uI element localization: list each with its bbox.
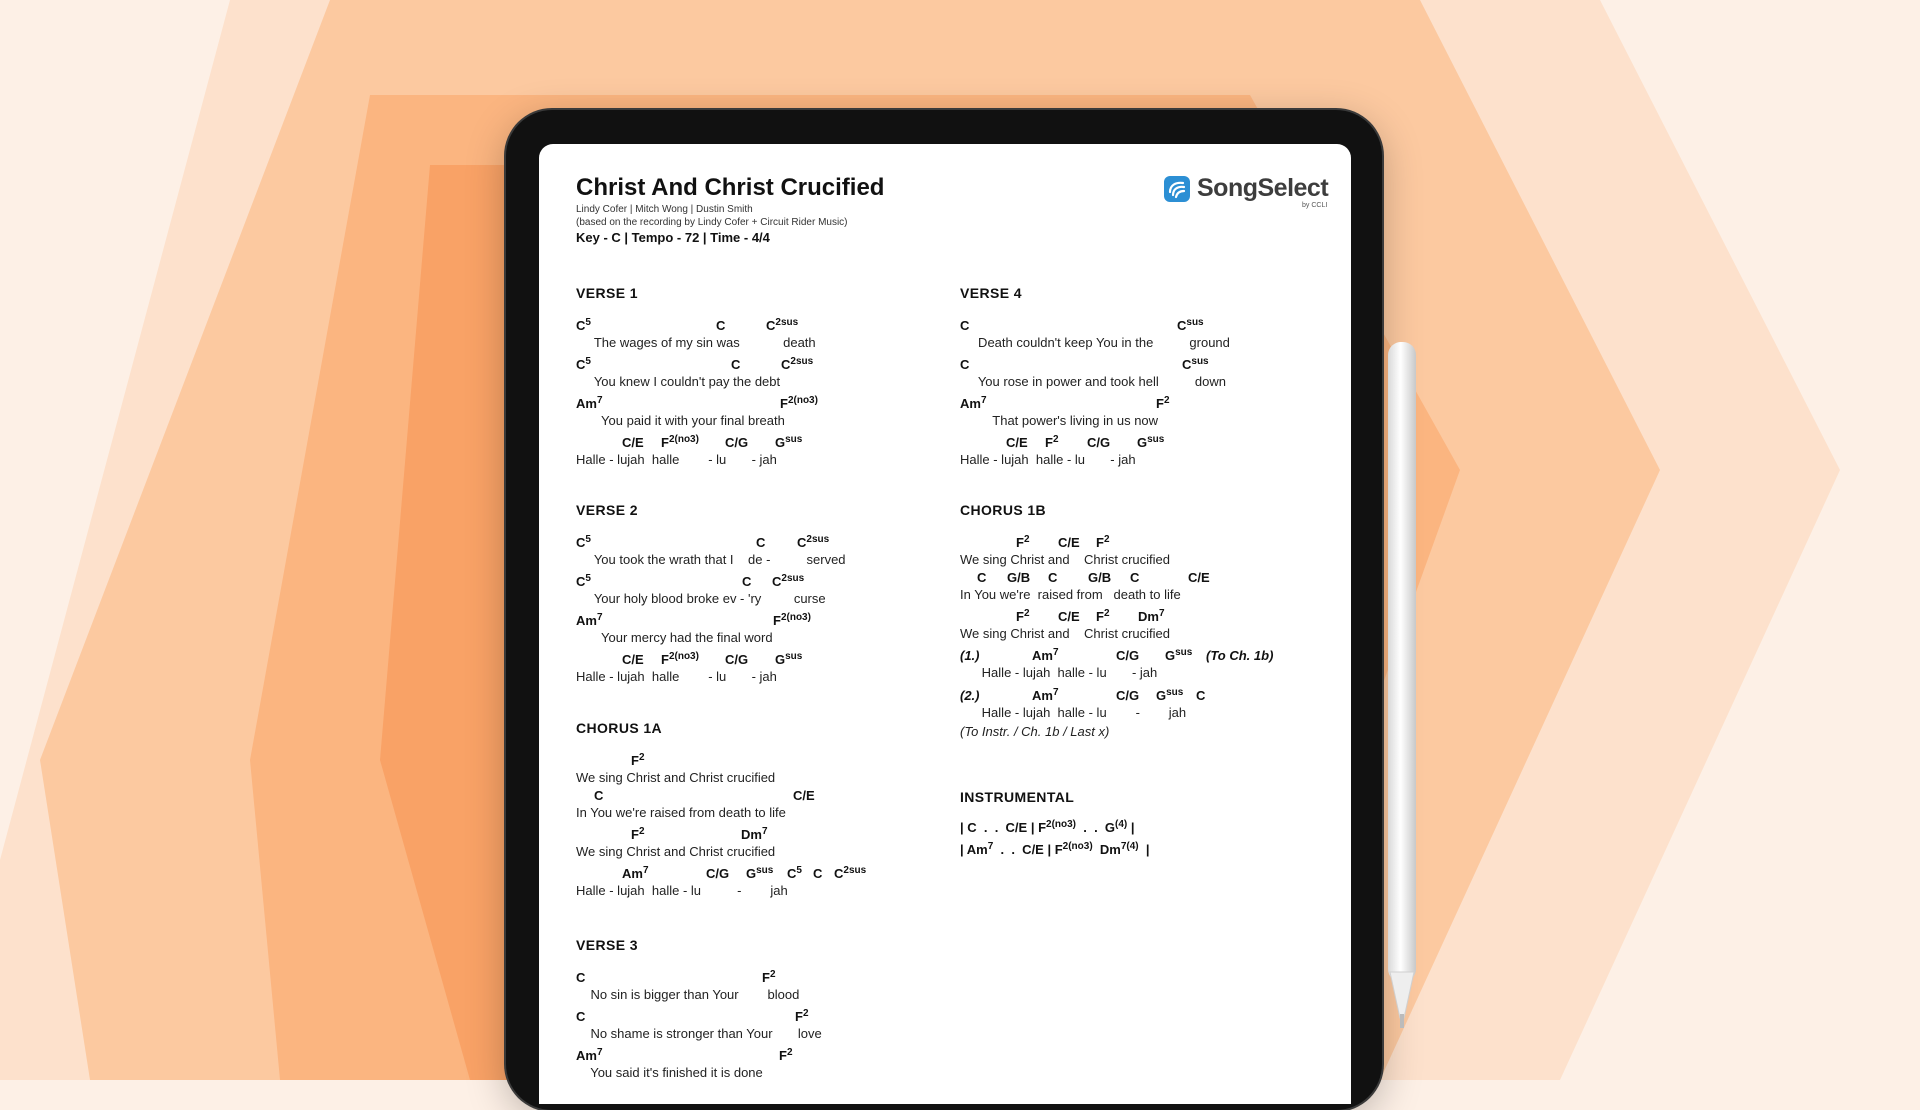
chord-line bbox=[960, 569, 1320, 585]
chord: $F^{2(no3)}$ bbox=[661, 434, 699, 450]
chord: C bbox=[731, 357, 741, 372]
chord: $C^{sus}$ bbox=[1177, 317, 1204, 333]
lyric-line: You paid it with your final breath bbox=[576, 413, 785, 428]
section-chorus-1a bbox=[576, 720, 936, 900]
chord: $C^{2sus}$ bbox=[772, 573, 805, 589]
chord-line bbox=[576, 530, 936, 550]
document-page bbox=[539, 144, 1351, 1104]
chord: C/E bbox=[793, 788, 815, 803]
chord: C bbox=[576, 1009, 586, 1024]
chord: $C^5$ bbox=[576, 317, 591, 333]
chord: $C^{2sus}$ bbox=[766, 317, 799, 333]
chord: C/E bbox=[622, 435, 644, 450]
chord-line bbox=[576, 965, 936, 985]
chord: $C^5$ bbox=[576, 573, 591, 589]
section-verse-1 bbox=[576, 285, 936, 469]
chord: C/G bbox=[1116, 648, 1140, 663]
chord: C bbox=[1196, 688, 1206, 703]
chord: $F^2$ bbox=[779, 1047, 793, 1063]
lyric-line: Halle - lujah halle - lu - jah bbox=[960, 452, 1136, 467]
chord: C bbox=[742, 574, 752, 589]
chord: $F^2$ bbox=[631, 752, 645, 768]
chord: Dm$^7$ bbox=[1138, 608, 1165, 624]
section-title: CHORUS 1A bbox=[576, 720, 663, 736]
lyric-line: Your holy blood broke ev - 'ry curse bbox=[576, 591, 826, 606]
chord: C/G bbox=[1087, 435, 1111, 450]
chord: $F^2$ bbox=[762, 969, 776, 985]
chord: C/E bbox=[1188, 570, 1210, 585]
song-title: Christ And Christ Crucified bbox=[576, 174, 885, 201]
lyric-line: Halle - lujah halle - lu - jah bbox=[960, 665, 1158, 680]
chord-line bbox=[960, 391, 1320, 411]
chord: C bbox=[813, 866, 823, 881]
chord-line bbox=[576, 352, 936, 372]
chord: $F^{2(no3)}$ bbox=[773, 612, 811, 628]
chord: $F^2$ bbox=[795, 1008, 809, 1024]
lyric-line: You rose in power and took hell down bbox=[960, 374, 1226, 389]
chord: C bbox=[960, 318, 970, 333]
chord: Am$^7$ bbox=[622, 865, 649, 881]
chord: C/E bbox=[1006, 435, 1028, 450]
section-instrumental bbox=[960, 789, 1320, 861]
lyric-line: Death couldn't keep You in the ground bbox=[960, 335, 1230, 350]
chord: C/G bbox=[706, 866, 730, 881]
section-title: VERSE 3 bbox=[576, 937, 638, 953]
chord-line bbox=[576, 1043, 936, 1063]
chord: C/G bbox=[725, 435, 749, 450]
instrumental-row: | C . . C/E | $F^{2(no3)}$ . . $G^{(4)}$ | bbox=[960, 819, 1135, 835]
lyric-line: Halle - lujah halle - lu - jah bbox=[576, 669, 777, 684]
section-verse-4 bbox=[960, 285, 1320, 469]
songselect-logo-icon bbox=[1164, 176, 1190, 202]
chord-line: (1.) Am$^7$ C/G $G^{sus}$ (To Ch. 1b) bbox=[960, 647, 1274, 663]
song-meta: Key - C | Tempo - 72 | Time - 4/4 bbox=[576, 230, 770, 245]
lyric-line: We sing Christ and Christ crucified bbox=[576, 844, 776, 859]
chord: $G^{sus}$ bbox=[746, 865, 774, 881]
chord: Am$^7$ bbox=[1032, 647, 1059, 663]
chord: G/B bbox=[1088, 570, 1112, 585]
section-verse-2 bbox=[576, 502, 936, 686]
chord: C bbox=[716, 318, 726, 333]
chord-line bbox=[960, 313, 1320, 333]
chord: C/E bbox=[1058, 535, 1080, 550]
chord: $F^2$ bbox=[1016, 534, 1030, 550]
section-title: VERSE 2 bbox=[576, 502, 638, 518]
chord-line: (2.) Am$^7$ C/G $G^{sus}$ C bbox=[960, 687, 1206, 703]
chord: $F^2$ bbox=[1096, 534, 1110, 550]
chord: $C^{2sus}$ bbox=[781, 356, 814, 372]
chord: $G^{sus}$ bbox=[775, 651, 803, 667]
section-title: CHORUS 1B bbox=[960, 502, 1047, 518]
chord: C/G bbox=[725, 652, 749, 667]
lyric-line: No shame is stronger than Your love bbox=[576, 1026, 822, 1041]
lyric-line: We sing Christ and Christ crucified bbox=[960, 552, 1170, 567]
logo-wordmark: SongSelect bbox=[1197, 174, 1329, 202]
chord-line bbox=[960, 530, 1320, 550]
lyric-line: You knew I couldn't pay the debt bbox=[576, 374, 781, 389]
chord: $C^5$ bbox=[576, 534, 591, 550]
lyric-line: We sing Christ and Christ crucified bbox=[576, 770, 776, 785]
chord: C bbox=[960, 357, 970, 372]
chord: $G^{sus}$ bbox=[1156, 687, 1184, 703]
lyric-line: You said it's finished it is done bbox=[576, 1065, 763, 1080]
lyric-line: That power's living in us now bbox=[960, 413, 1159, 428]
lyric-line: You took the wrath that I de - served bbox=[576, 552, 846, 567]
chord: C bbox=[1130, 570, 1140, 585]
section-title: INSTRUMENTAL bbox=[960, 789, 1075, 805]
lyric-line: Halle - lujah halle - lu - jah bbox=[576, 452, 777, 467]
lyric-line: Your mercy had the final word bbox=[576, 630, 773, 645]
stylus-pencil-icon bbox=[1386, 342, 1418, 1030]
chord-line bbox=[960, 604, 1320, 624]
chord: $G^{sus}$ bbox=[775, 434, 803, 450]
chord-line bbox=[576, 430, 936, 450]
chord: C/G bbox=[1116, 688, 1140, 703]
chord-line bbox=[576, 608, 936, 628]
chord-line bbox=[576, 569, 936, 589]
chord: Am$^7$ bbox=[576, 612, 603, 628]
chord: C bbox=[977, 570, 987, 585]
logo-byline: by CCLI bbox=[1302, 202, 1328, 209]
chord-line bbox=[576, 787, 936, 803]
chord: $G^{sus}$ bbox=[1137, 434, 1165, 450]
chord: $C^5$ bbox=[787, 865, 802, 881]
chord: C bbox=[576, 970, 586, 985]
instrumental-row: | Am$^7$ . . C/E | $F^{2(no3)}$ $Dm^{7(4)}$ | bbox=[960, 841, 1150, 857]
chord: $C^{2sus}$ bbox=[834, 865, 867, 881]
lyric-line: In You we're raised from death to life bbox=[960, 587, 1181, 602]
chord: C bbox=[756, 535, 766, 550]
chord: Am$^7$ bbox=[1032, 687, 1059, 703]
chord: $F^2$ bbox=[631, 826, 645, 842]
section-chorus-1b bbox=[960, 502, 1320, 741]
section-title: VERSE 4 bbox=[960, 285, 1022, 301]
chord: $F^{2(no3)}$ bbox=[780, 395, 818, 411]
navigation-note: (To Instr. / Ch. 1b / Last x) bbox=[960, 724, 1110, 739]
chord: $F^2$ bbox=[1045, 434, 1059, 450]
section-title: VERSE 1 bbox=[576, 285, 638, 301]
chord-line bbox=[576, 822, 936, 842]
chord-line bbox=[960, 352, 1320, 372]
lyric-line: The wages of my sin was death bbox=[576, 335, 816, 350]
lyric-line: No sin is bigger than Your blood bbox=[576, 987, 800, 1002]
chord: $F^2$ bbox=[1156, 395, 1170, 411]
chord: $F^2$ bbox=[1016, 608, 1030, 624]
songselect-logo bbox=[1164, 174, 1344, 214]
chord-line bbox=[576, 313, 936, 333]
chord: Am$^7$ bbox=[576, 395, 603, 411]
chord: Am$^7$ bbox=[576, 1047, 603, 1063]
lyric-line: We sing Christ and Christ crucified bbox=[960, 626, 1170, 641]
chord-line bbox=[576, 1004, 936, 1024]
chord: C bbox=[1048, 570, 1058, 585]
chord-line bbox=[960, 430, 1320, 450]
chord: $F^2$ bbox=[1096, 608, 1110, 624]
chord-line bbox=[576, 647, 936, 667]
chord: $G^{sus}$ bbox=[1165, 647, 1193, 663]
chord: $C^{2sus}$ bbox=[797, 534, 830, 550]
lyric-line: Halle - lujah halle - lu - jah bbox=[576, 883, 788, 898]
chord-line bbox=[576, 861, 936, 881]
chord: C bbox=[594, 788, 604, 803]
chord-line bbox=[576, 391, 936, 411]
song-authors: Lindy Cofer | Mitch Wong | Dustin Smith bbox=[576, 204, 753, 215]
chord: C/E bbox=[1058, 609, 1080, 624]
lyric-line: In You we're raised from death to life bbox=[576, 805, 786, 820]
lyric-line: Halle - lujah halle - lu - jah bbox=[960, 705, 1187, 720]
chord: Am$^7$ bbox=[960, 395, 987, 411]
chord: C/E bbox=[622, 652, 644, 667]
chord: G/B bbox=[1007, 570, 1031, 585]
chord: $C^5$ bbox=[576, 356, 591, 372]
chord: $F^{2(no3)}$ bbox=[661, 651, 699, 667]
chord: $C^{sus}$ bbox=[1182, 356, 1209, 372]
section-verse-3 bbox=[576, 937, 936, 1082]
chord: Dm$^7$ bbox=[741, 826, 768, 842]
recording-credit: (based on the recording by Lindy Cofer + Circuit Rider Music) bbox=[576, 217, 848, 228]
chord-line bbox=[576, 748, 936, 768]
